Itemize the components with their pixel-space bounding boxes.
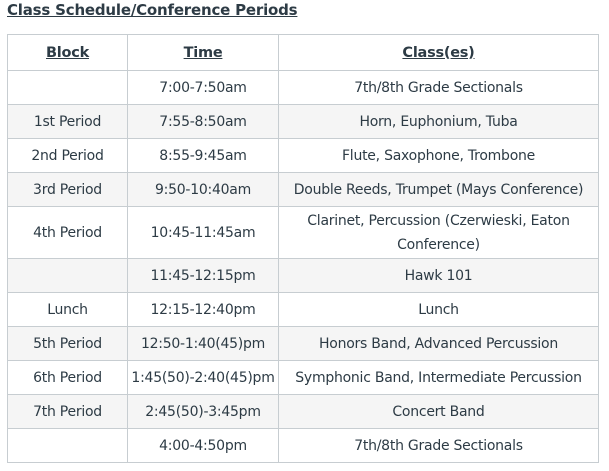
page-title: Class Schedule/Conference Periods (7, 1, 298, 19)
cell-time: 2:45(50)-3:45pm (128, 395, 279, 429)
table-row (8, 293, 599, 327)
cell-time: 7:55-8:50am (128, 105, 279, 139)
table-row (8, 105, 599, 139)
cell-time: 9:50-10:40am (128, 173, 279, 207)
cell-block: 1st Period (8, 105, 128, 139)
cell-classes: Lunch (279, 293, 599, 327)
header-block: Block (8, 35, 128, 71)
cell-time: 12:50-1:40(45)pm (128, 327, 279, 361)
table-row (8, 173, 599, 207)
cell-block: 4th Period (8, 207, 128, 259)
cell-time: 7:00-7:50am (128, 71, 279, 105)
table-row (8, 361, 599, 395)
cell-time: 11:45-12:15pm (128, 259, 279, 293)
cell-block (8, 259, 128, 293)
table-row (8, 71, 599, 105)
cell-block: Lunch (8, 293, 128, 327)
cell-block: 7th Period (8, 395, 128, 429)
cell-classes: Clarinet, Percussion (Czerwieski, Eaton Conference) (279, 207, 599, 259)
table-row (8, 259, 599, 293)
schedule-table (7, 34, 599, 463)
table-row (8, 429, 599, 463)
table-header-row (8, 35, 599, 71)
cell-classes: Horn, Euphonium, Tuba (279, 105, 599, 139)
cell-classes: 7th/8th Grade Sectionals (279, 429, 599, 463)
cell-classes: Flute, Saxophone, Trombone (279, 139, 599, 173)
cell-classes: Hawk 101 (279, 259, 599, 293)
cell-time: 12:15-12:40pm (128, 293, 279, 327)
table-row (8, 139, 599, 173)
cell-block: 5th Period (8, 327, 128, 361)
cell-classes: Double Reeds, Trumpet (Mays Conference) (279, 173, 599, 207)
cell-classes: Honors Band, Advanced Percussion (279, 327, 599, 361)
cell-block: 6th Period (8, 361, 128, 395)
cell-classes: 7th/8th Grade Sectionals (279, 71, 599, 105)
header-time: Time (128, 35, 279, 71)
cell-time: 8:55-9:45am (128, 139, 279, 173)
cell-block (8, 429, 128, 463)
header-classes: Class(es) (279, 35, 599, 71)
cell-classes: Concert Band (279, 395, 599, 429)
cell-time: 1:45(50)-2:40(45)pm (128, 361, 279, 395)
cell-block (8, 71, 128, 105)
table-row (8, 207, 599, 259)
cell-block: 3rd Period (8, 173, 128, 207)
table-row (8, 327, 599, 361)
table-row (8, 395, 599, 429)
cell-block: 2nd Period (8, 139, 128, 173)
cell-time: 4:00-4:50pm (128, 429, 279, 463)
cell-time: 10:45-11:45am (128, 207, 279, 259)
cell-classes: Symphonic Band, Intermediate Percussion (279, 361, 599, 395)
